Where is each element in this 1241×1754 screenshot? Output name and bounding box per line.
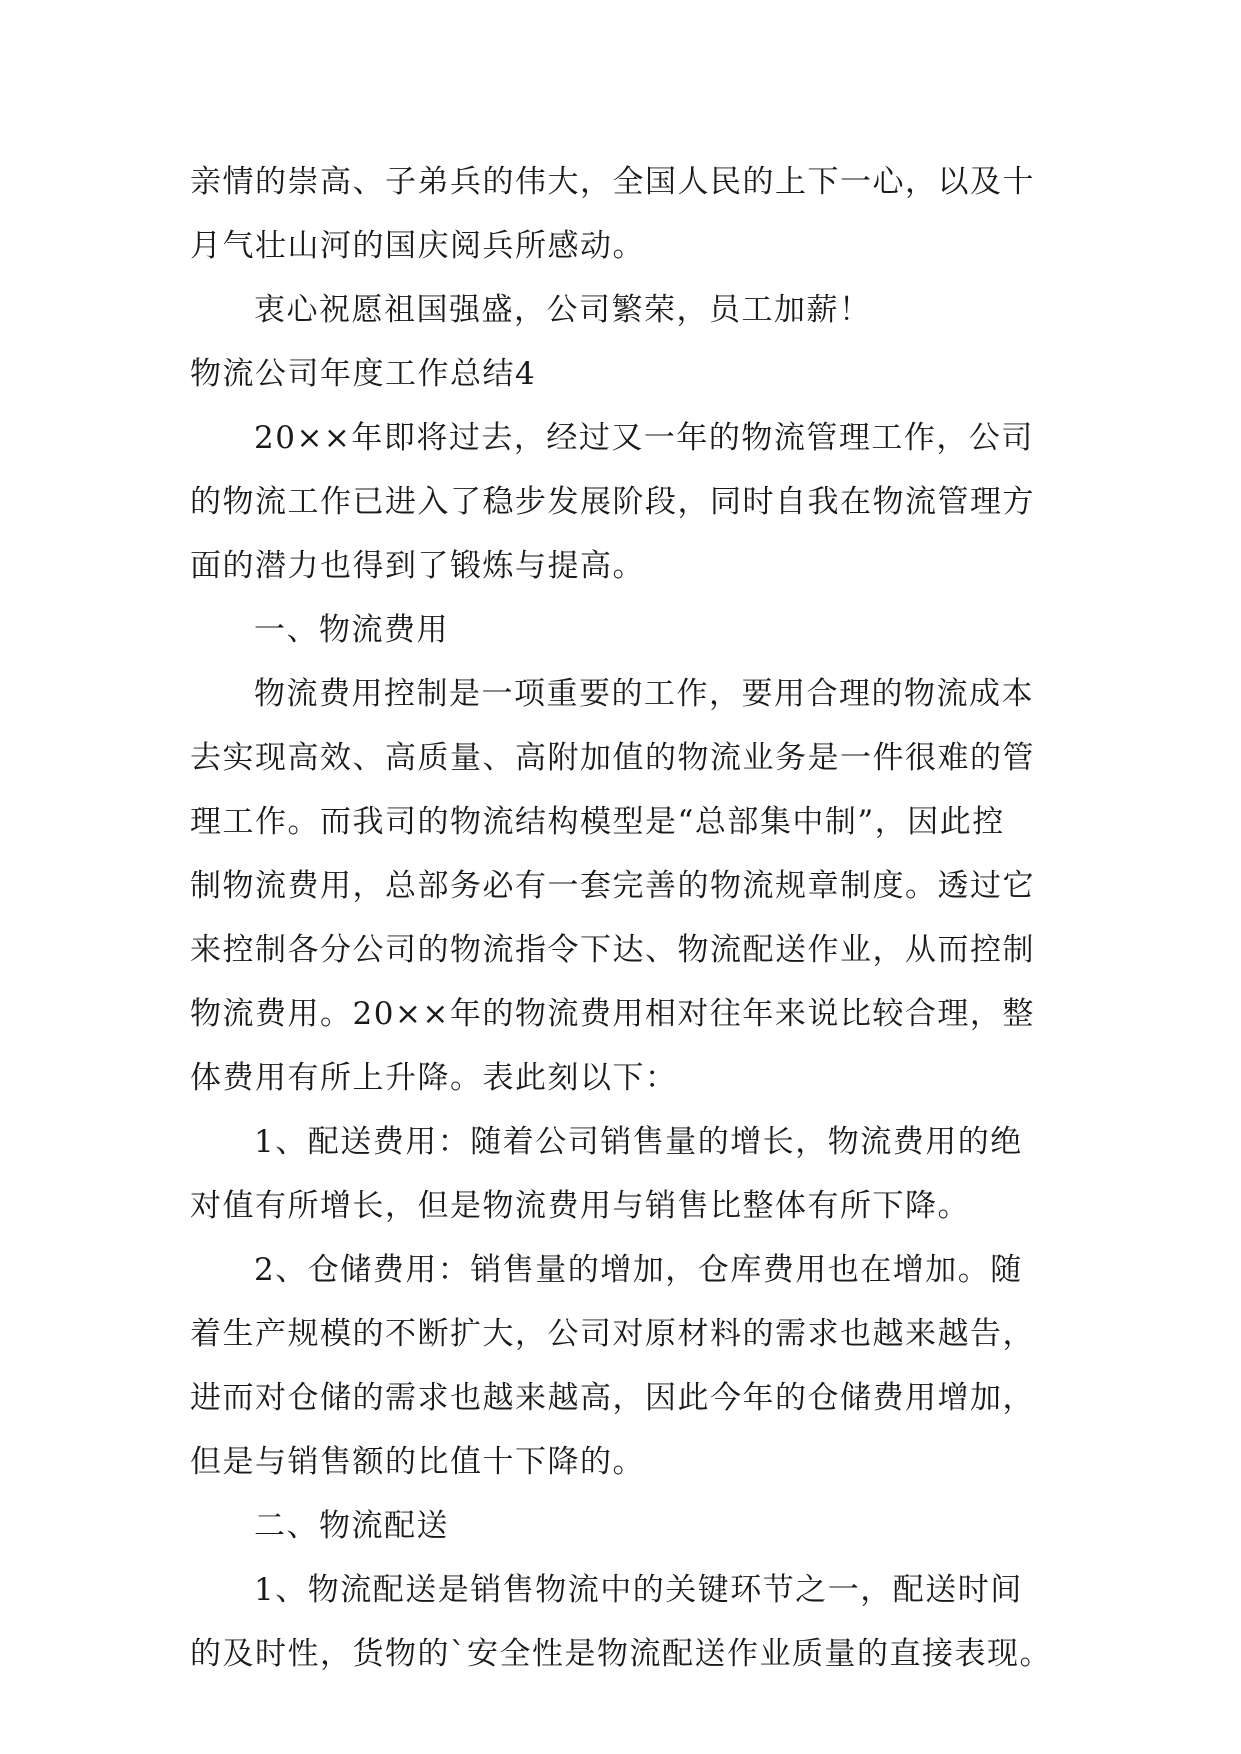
paragraph-line: 2、仓储费用：销售量的增加，仓库费用也在增加。随 bbox=[254, 1252, 1023, 1288]
paragraph-line: 但是与销售额的比值十下降的。 bbox=[190, 1444, 645, 1480]
paragraph-line: 去实现高效、高质量、高附加值的物流业务是一件很难的管 bbox=[190, 740, 1035, 776]
paragraph-line: 1、物流配送是销售物流中的关键环节之一，配送时间 bbox=[254, 1572, 1023, 1608]
paragraph-line: 衷心祝愿祖国强盛，公司繁荣，员工加薪！ bbox=[254, 292, 872, 328]
paragraph-line: 的及时性，货物的`安全性是物流配送作业质量的直接表现。 bbox=[190, 1636, 1052, 1672]
paragraph-line: 物流公司年度工作总结4 bbox=[190, 356, 537, 392]
paragraph-line: 体费用有所上升降。表此刻以下： bbox=[190, 1060, 678, 1096]
paragraph-line: 物流费用控制是一项重要的工作，要用合理的物流成本 bbox=[254, 676, 1034, 712]
paragraph-line: 一、物流费用 bbox=[254, 612, 449, 648]
paragraph-line: 面的潜力也得到了锻炼与提高。 bbox=[190, 548, 645, 584]
paragraph-line: 对值有所增长，但是物流费用与销售比整体有所下降。 bbox=[190, 1188, 970, 1224]
paragraph-line: 进而对仓储的需求也越来越高，因此今年的仓储费用增加， bbox=[190, 1380, 1035, 1416]
document-body bbox=[190, 150, 1060, 1686]
paragraph-line: 制物流费用，总部务必有一套完善的物流规章制度。透过它 bbox=[190, 868, 1035, 904]
paragraph-line: 二、物流配送 bbox=[254, 1508, 449, 1544]
paragraph-line: 的物流工作已进入了稳步发展阶段，同时自我在物流管理方 bbox=[190, 484, 1035, 520]
paragraph-line: 亲情的崇高、子弟兵的伟大，全国人民的上下一心，以及十 bbox=[190, 164, 1035, 200]
paragraph-line: 月气壮山河的国庆阅兵所感动。 bbox=[190, 228, 645, 264]
paragraph-line: 20××年即将过去，经过又一年的物流管理工作，公司 bbox=[254, 420, 1034, 456]
paragraph-line: 物流费用。20××年的物流费用相对往年来说比较合理，整 bbox=[190, 996, 1035, 1032]
paragraph-line: 1、配送费用：随着公司销售量的增长，物流费用的绝 bbox=[254, 1124, 1023, 1160]
paragraph-line: 理工作。而我司的物流结构模型是“总部集中制”，因此控 bbox=[190, 804, 1005, 840]
paragraph-line: 着生产规模的不断扩大，公司对原材料的需求也越来越告， bbox=[190, 1316, 1035, 1352]
paragraph-line: 来控制各分公司的物流指令下达、物流配送作业，从而控制 bbox=[190, 932, 1035, 968]
